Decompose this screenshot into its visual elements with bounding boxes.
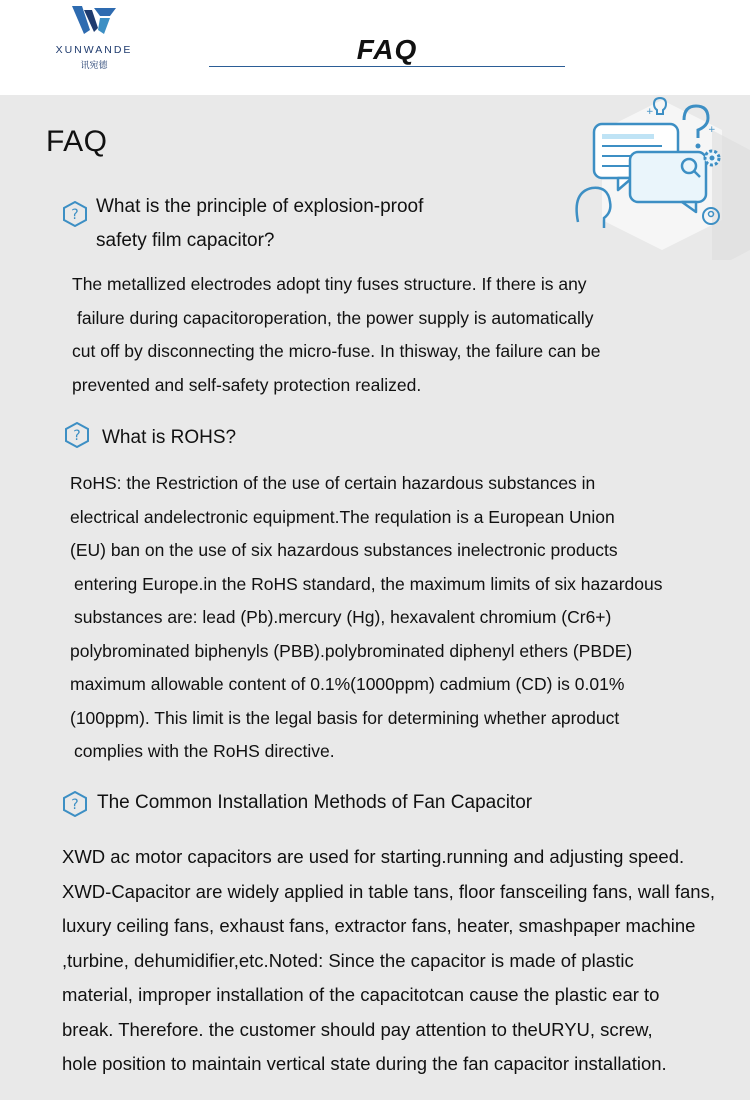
faq-answer-line: break. Therefore. the customer should pay attention to theURYU, screw, xyxy=(62,1018,653,1040)
svg-text:+: + xyxy=(708,125,716,135)
logo-mark-icon xyxy=(70,4,118,38)
question-icon xyxy=(64,422,90,448)
faq-answer-line: hole position to maintain vertical state during the fan capacitor installation. xyxy=(62,1053,667,1074)
faq-answer xyxy=(70,467,662,769)
faq-question-line: safety film capacitor? xyxy=(96,230,275,251)
faq-answer-line: luxury ceiling fans, exhaust fans, extractor fans, heater, smashpaper machine xyxy=(62,915,696,936)
brand-name-cn: 讯宛德 xyxy=(80,60,108,70)
faq-question xyxy=(102,421,236,455)
faq-answer-line: substances are: lead (Pb).mercury (Hg), hexavalent chromium (Cr6+) xyxy=(74,607,612,627)
faq-answer-line: prevented and self-safety protection realized. xyxy=(72,374,422,395)
faq-question-line: What is the principle of explosion-proof xyxy=(96,196,424,217)
header-underline xyxy=(209,66,565,67)
page-title: FAQ xyxy=(46,125,108,158)
faq-answer-line: maximum allowable content of 0.1%(1000ppm) cadmium (CD) is 0.01% xyxy=(70,674,625,694)
faq-answer-line: (EU) ban on the use of six hazardous substances inelectronic products xyxy=(70,540,618,560)
faq-question-line: What is ROHS? xyxy=(102,427,237,448)
faq-answer-line: The metallized electrodes adopt tiny fuses structure. If there is any xyxy=(72,274,587,294)
faq-answer-line: failure during capacitoroperation, the power supply is automatically xyxy=(77,307,594,328)
faq-answer-line: polybrominated biphenyls (PBB).polybrominated diphenyl ethers (PBDE) xyxy=(70,640,633,661)
brand-logo xyxy=(52,4,136,70)
faq-answer-line: electrical andelectronic equipment.The requlation is a European Union xyxy=(70,506,615,527)
question-icon xyxy=(62,791,88,817)
faq-answer xyxy=(72,268,601,402)
header-title: FAQ xyxy=(356,34,418,65)
svg-text:?: ? xyxy=(71,207,79,223)
faq-question xyxy=(97,786,532,820)
question-icon xyxy=(62,201,88,227)
faq-answer-line: ,turbine, dehumidifier,etc.Noted: Since the capacitor is made of plastic xyxy=(62,949,634,971)
faq-answer-line: (100ppm). This limit is the legal basis for determining whether aproduct xyxy=(70,707,620,728)
faq-answer-line: entering Europe.in the RoHS standard, the maximum limits of six hazardous xyxy=(74,573,663,594)
faq-answer-line: cut off by disconnecting the micro-fuse. In thisway, the failure can be xyxy=(72,341,601,361)
svg-text:?: ? xyxy=(73,428,81,444)
faq-answer-line: XWD-Capacitor are widely applied in table tans, floor fansceiling fans, wall fans, xyxy=(62,880,715,902)
faq-answer-line: complies with the RoHS directive. xyxy=(74,741,335,761)
svg-text:+: + xyxy=(646,107,654,117)
faq-chat-illustration-icon xyxy=(562,90,750,260)
faq-answer xyxy=(62,840,715,1082)
faq-answer-line: XWD ac motor capacitors are used for starting.running and adjusting speed. xyxy=(62,846,685,867)
faq-answer-line: RoHS: the Restriction of the use of certain hazardous substances in xyxy=(70,473,596,493)
brand-name: XUNWANDE xyxy=(55,44,133,56)
faq-question xyxy=(96,190,423,258)
svg-text:?: ? xyxy=(71,797,79,813)
page-header xyxy=(0,0,750,95)
faq-answer-line: material, improper installation of the capacitotcan cause the plastic ear to xyxy=(62,984,660,1005)
faq-question-line: The Common Installation Methods of Fan Capacitor xyxy=(97,792,533,813)
